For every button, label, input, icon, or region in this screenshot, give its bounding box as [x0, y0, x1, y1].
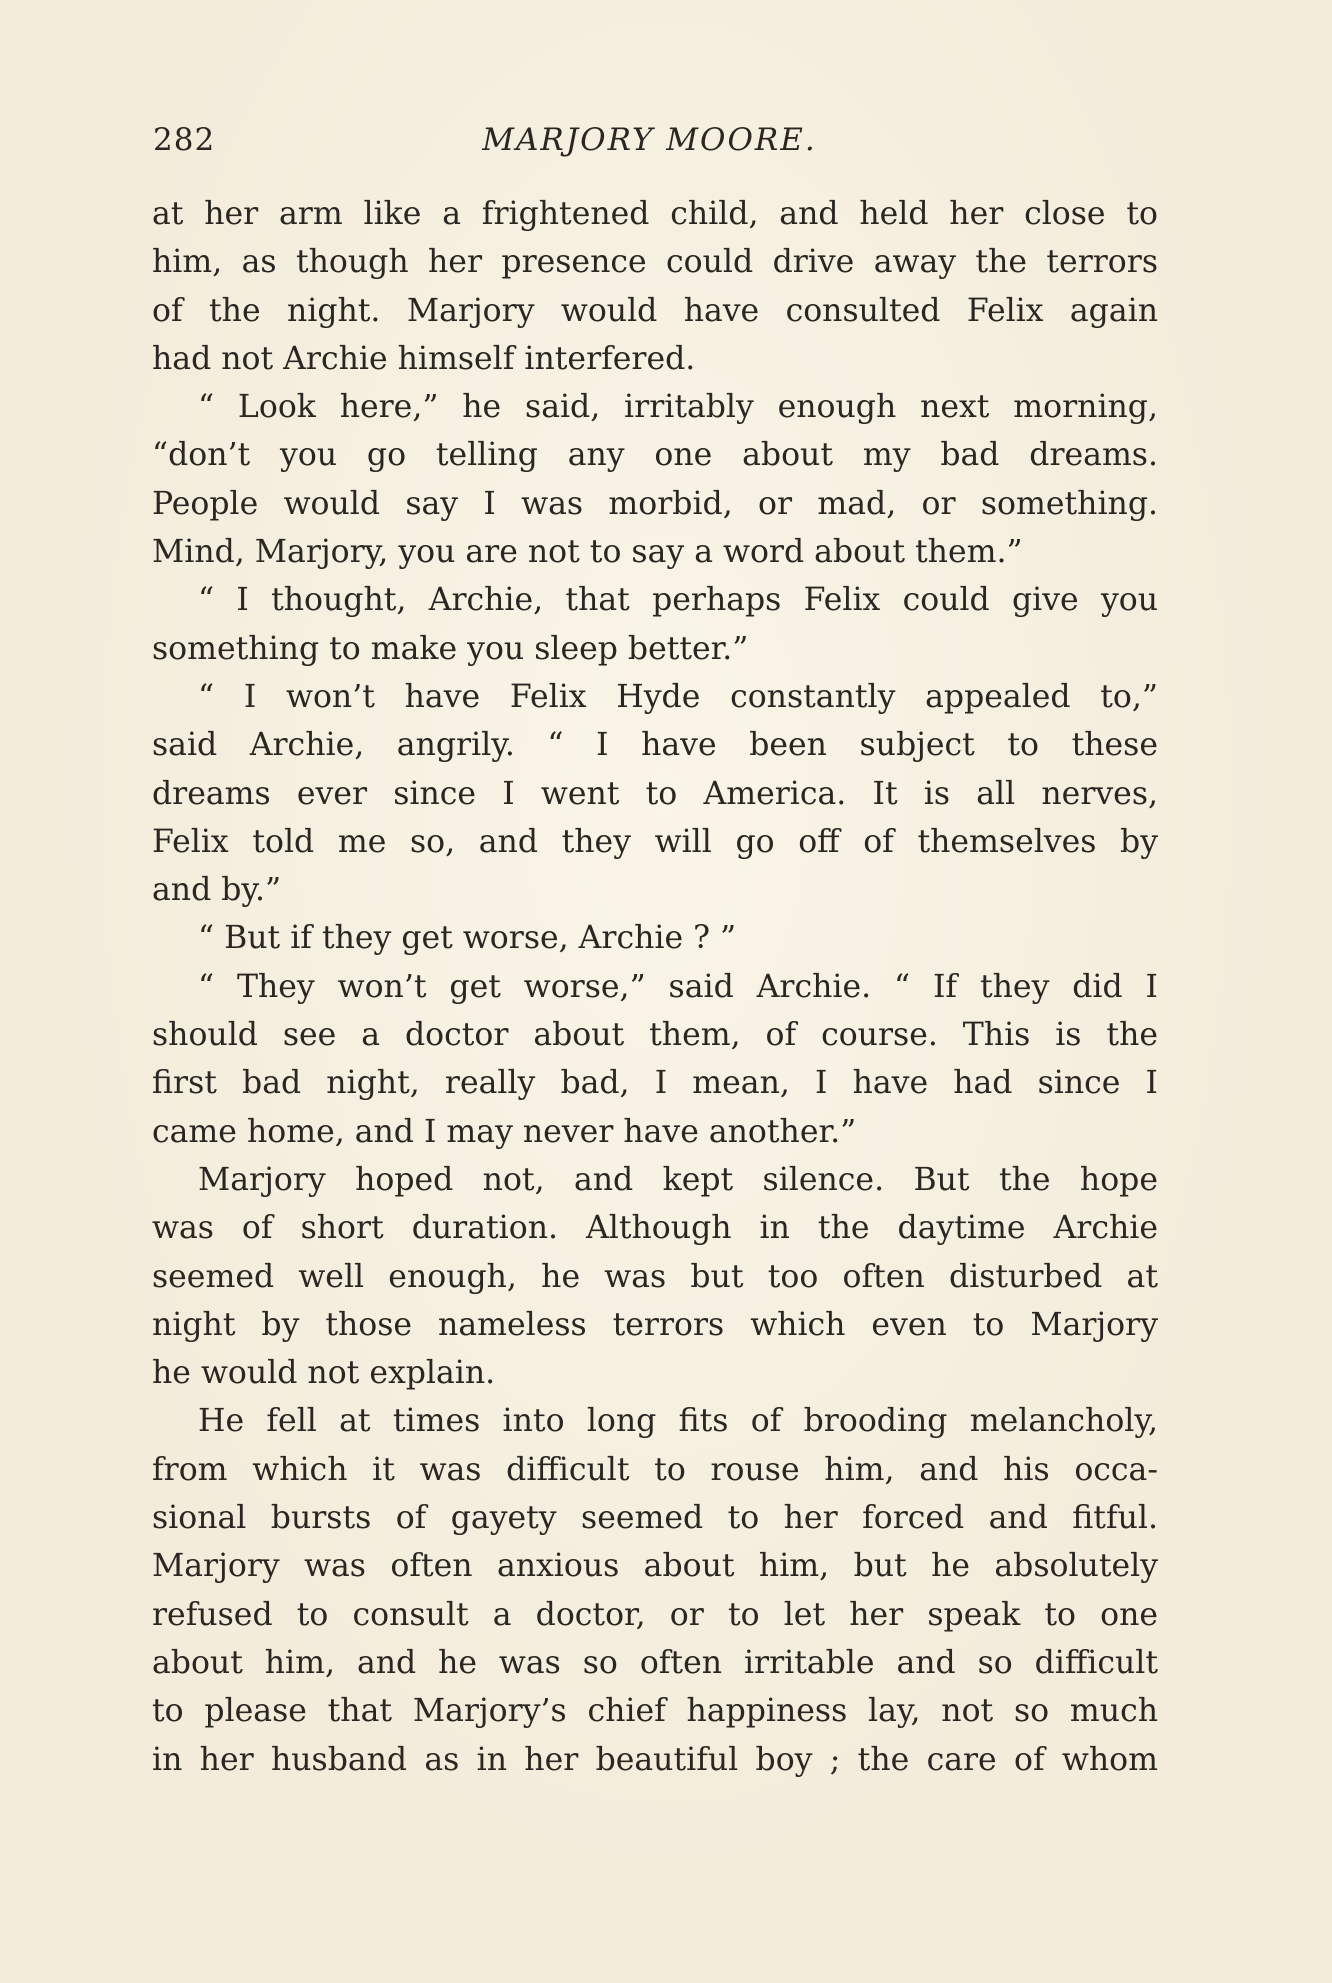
text-line: in her husband as in her beautiful boy ; the care of whom	[152, 1741, 1158, 1778]
text-line: of the night. Marjory would have consulted Felix again	[152, 292, 1158, 329]
text-line: Marjory hoped not, and kept silence. But the hope	[198, 1161, 1158, 1198]
text-line: had not Archie himself interfered.	[152, 340, 696, 377]
text-line: was of short duration. Although in the daytime Archie	[152, 1210, 1158, 1247]
text-line: and by.”	[152, 872, 282, 909]
text-line: about him, and he was so often irritable and so difficult	[152, 1644, 1158, 1681]
text-line: refused to consult a doctor, or to let her speak to one	[152, 1596, 1158, 1633]
text-line: he would not explain.	[152, 1355, 496, 1392]
text-line: Marjory was often anxious about him, but he absolutely	[152, 1548, 1158, 1585]
text-line: came home, and I may never have another.”	[152, 1113, 857, 1150]
text-line: at her arm like a frightened child, and held her close to	[152, 196, 1158, 232]
text-line: something to make you sleep better.”	[152, 630, 749, 667]
page-number: 282	[153, 122, 216, 158]
text-line: seemed well enough, he was but too often disturbed at	[152, 1258, 1158, 1295]
text-line: sional bursts of gayety seemed to her forced and fitful.	[152, 1500, 1158, 1537]
text-line: him, as though her presence could drive away the terrors	[152, 244, 1158, 281]
text-line: said Archie, angrily. “ I have been subject to these	[152, 727, 1158, 764]
text-line: “ Look here,” he said, irritably enough next morning,	[198, 389, 1158, 426]
text-line: Felix told me so, and they will go off of themselves by	[152, 823, 1158, 860]
text-line: “ I won’t have Felix Hyde constantly appealed to,”	[198, 678, 1158, 715]
body-text	[152, 190, 1158, 1784]
text-line: dreams ever since I went to America. It is all nerves,	[152, 775, 1158, 812]
running-title: MARJORY MOORE.	[482, 122, 817, 158]
text-line: to please that Marjory’s chief happiness lay, not so much	[152, 1693, 1158, 1730]
running-head	[143, 116, 1156, 164]
text-line: first bad night, really bad, I mean, I have had since I	[152, 1065, 1158, 1102]
text-line: Mind, Marjory, you are not to say a word about them.”	[152, 534, 1023, 571]
text-line: “don’t you go telling any one about my bad dreams.	[152, 437, 1158, 474]
text-line: “ But if they get worse, Archie ? ”	[198, 920, 737, 957]
text-line: “ They won’t get worse,” said Archie. “ If they did I	[198, 968, 1158, 1005]
text-line: night by those nameless terrors which even to Marjory	[152, 1306, 1158, 1343]
text-line: “ I thought, Archie, that perhaps Felix could give you	[198, 582, 1158, 619]
text-line: should see a doctor about them, of course. This is the	[152, 1017, 1158, 1054]
text-line: He fell at times into long fits of brooding melancholy,	[198, 1403, 1158, 1440]
text-line: from which it was difficult to rouse him, and his occa-	[152, 1451, 1158, 1488]
text-line: People would say I was morbid, or mad, or something.	[152, 485, 1158, 522]
